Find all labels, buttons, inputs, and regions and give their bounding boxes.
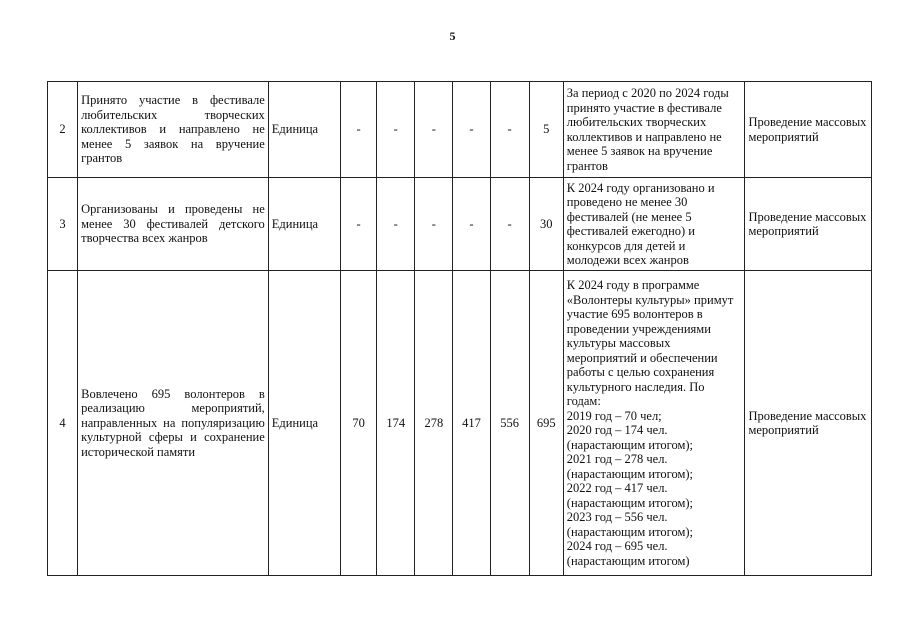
indicators-table bbox=[47, 81, 872, 576]
value-cell: 70 bbox=[341, 271, 377, 576]
value-cell: - bbox=[453, 82, 490, 178]
comment-cell: За период с 2020 по 2024 годы принято участие в фестивале любительских творческих коллективов и направлено не менее 5 заявок на вручение грантов bbox=[563, 82, 745, 178]
value-cell: 695 bbox=[529, 271, 563, 576]
value-cell: - bbox=[490, 178, 529, 271]
value-cell: - bbox=[341, 178, 377, 271]
unit-cell: Единица bbox=[268, 82, 340, 178]
table-row bbox=[48, 178, 872, 271]
direction-cell: Проведение массовых мероприятий bbox=[745, 178, 872, 271]
value-cell: - bbox=[415, 178, 453, 271]
value-cell: - bbox=[453, 178, 490, 271]
row-number: 4 bbox=[48, 271, 78, 576]
value-cell: - bbox=[415, 82, 453, 178]
unit-cell: Единица bbox=[268, 178, 340, 271]
value-cell: 417 bbox=[453, 271, 490, 576]
value-cell: 30 bbox=[529, 178, 563, 271]
row-number: 3 bbox=[48, 178, 78, 271]
value-cell: 5 bbox=[529, 82, 563, 178]
row-number: 2 bbox=[48, 82, 78, 178]
value-cell: - bbox=[490, 82, 529, 178]
page-number: 5 bbox=[449, 29, 456, 43]
value-cell: - bbox=[377, 82, 415, 178]
unit-cell: Единица bbox=[268, 271, 340, 576]
direction-cell: Проведение массовых мероприятий bbox=[745, 82, 872, 178]
value-cell: - bbox=[377, 178, 415, 271]
table-row bbox=[48, 271, 872, 576]
value-cell: 174 bbox=[377, 271, 415, 576]
comment-cell: К 2024 году в программе «Волонтеры культуры» примут участие 695 волонтеров в проведении учреждениями культуры массовых мероприятий и обеспечении работы с целью сохранения культурного наследия. По годам: 2019 год – 70 чел; 2020 год – 174 чел. (нарастающим итогом); 2021 год – 278 чел. (нарастающим итогом); 2022 год – 417 чел. (нарастающим итогом); 2023 год – 556 чел. (нарастающим итогом); 2024 год – 695 чел. (нарастающим итогом) bbox=[563, 271, 745, 576]
value-cell: - bbox=[341, 82, 377, 178]
table-row bbox=[48, 82, 872, 178]
value-cell: 278 bbox=[415, 271, 453, 576]
direction-cell: Проведение массовых мероприятий bbox=[745, 271, 872, 576]
indicator-description: Принято участие в фестивале любительских творческих коллективов и направлено не менее 5 заявок на вручение грантов bbox=[78, 82, 269, 178]
value-cell: 556 bbox=[490, 271, 529, 576]
indicator-description: Организованы и проведены не менее 30 фестивалей детского творчества всех жанров bbox=[78, 178, 269, 271]
indicator-description: Вовлечено 695 волонтеров в реализацию мероприятий, направленных на популяризацию культурной сферы и сохранение исторической памяти bbox=[78, 271, 269, 576]
comment-cell: К 2024 году организовано и проведено не менее 30 фестивалей (не менее 5 фестивалей ежегодно) и конкурсов для детей и молодежи всех жанров bbox=[563, 178, 745, 271]
